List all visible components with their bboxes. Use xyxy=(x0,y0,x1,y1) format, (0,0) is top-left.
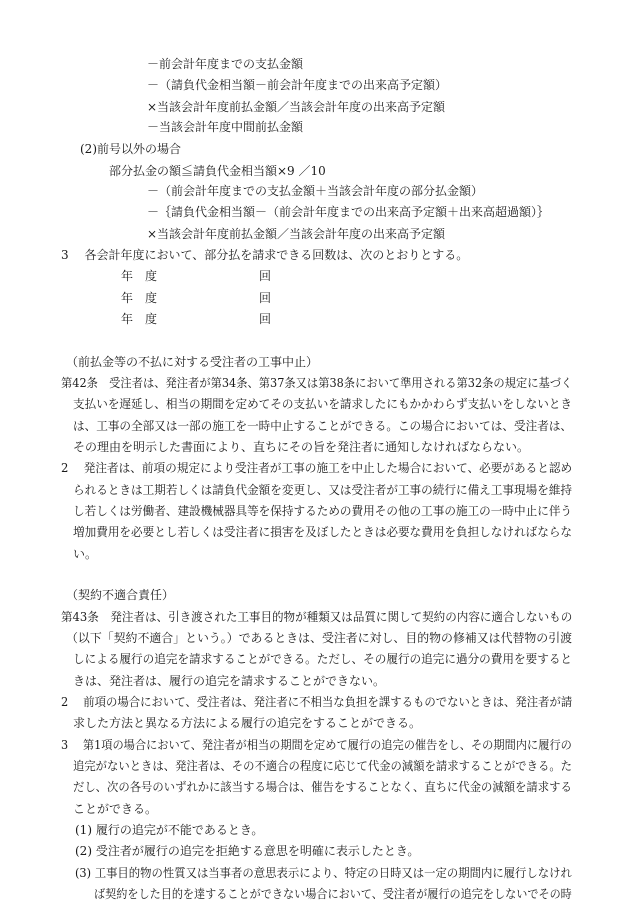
formula1-line2: －（請負代金相当額－前会計年度までの出来高予定額） xyxy=(147,78,448,93)
article43-p1-line: 第43条 発注者は、引き渡された工事目的物が種類又は品質に関して契約の内容に適合しないもの xyxy=(61,609,573,624)
article43-item: (2) 受注者が履行の追完を拒絶する意思を明確に表示したとき。 xyxy=(75,844,420,859)
article42-p2-line: 2 発注者は、前項の規定により受注者が工事の施工を中止した場合において、必要があると認め xyxy=(61,461,573,476)
article42-title: （前払金等の不払に対する受注者の工事中止） xyxy=(66,354,319,369)
article42-p2-line: し若しくは労働者、建設機械器具等を保持するための費用その他の工事の施工の一時中止に伴う xyxy=(73,504,573,518)
article43-p3-line: 3 第1項の場合において、発注者が相当の期間を定めて履行の追完の催告をし、その期間内に履行の xyxy=(61,737,572,752)
article43-p3-line: ことができる。 xyxy=(73,801,158,816)
case2-heading: (2)前号以外の場合 xyxy=(80,142,181,157)
article42-p1-line: 第42条 受注者は、発注者が第34条、第37条又は第38条において準用される第32条の規定に基づく xyxy=(61,376,573,390)
article42-p1-line: は、工事の全部又は一部の施工を一時中止することができる。この場合においては、受注者は、 xyxy=(73,418,573,433)
case2-formula: 部分払金の額≦請負代金相当額×9 ／10 xyxy=(109,163,326,178)
case2-line2: －｛請負代金相当額－（前会計年度までの出来高予定額＋出来高超過額）｝ xyxy=(147,205,550,220)
article43-p2-line: 2 前項の場合において、受注者は、発注者に不相当な負担を課するものでないときは、発注者が請 xyxy=(61,695,573,709)
case2-line1: －（前会計年度までの支払金額＋当該会計年度の部分払金額） xyxy=(147,184,484,198)
article43-p1-line: （以下「契約不適合」という。）であるときは、受注者に対し、目的物の修補又は代替物の引渡 xyxy=(66,631,573,645)
formula1-line1: －前会計年度までの支払金額 xyxy=(147,57,304,71)
article42-p2-line: られるときは工期若しくは請負代金額を変更し、又は受注者が工事の続行に備え工事現場を維持 xyxy=(73,482,573,497)
count-row-year: 年 度 xyxy=(121,312,158,326)
count-row-times: 回 xyxy=(259,290,272,305)
count-row-year: 年 度 xyxy=(121,269,158,284)
article43-p2-line: 求した方法と異なる方法による履行の追完をすることができる。 xyxy=(73,716,422,731)
article43-p3-line: だし、次の各号のいずれかに該当する場合は、催告をすることなく、直ちに代金の減額を請求する xyxy=(73,780,572,795)
formula1-line3: ×当該会計年度前払金額／当該会計年度の出来高予定額 xyxy=(147,99,446,114)
article42-p1-line: 支払いを遅延し、相当の期間を定めてその支払いを請求したにもかかわらず支払いをしないとき xyxy=(73,397,573,412)
article43-p1-line: しによる履行の追完を請求することができる。ただし、その履行の追完に過分の費用を要すると xyxy=(73,652,573,667)
article43-title: （契約不適合責任） xyxy=(66,588,175,603)
article42-p2-line: 増加費用を必要とし若しくは受注者に損害を及ぼしたときは必要な費用を負担しなければならな xyxy=(73,525,573,540)
case2-line3: ×当該会計年度前払金額／当該会計年度の出来高予定額 xyxy=(147,226,446,241)
article43-p3-line: 追完がないときは、発注者は、その不適合の程度に応じて代金の減額を請求することができる。た xyxy=(73,759,573,773)
count-row-times: 回 xyxy=(259,269,272,284)
count-row-year: 年 度 xyxy=(121,290,158,305)
article43-item: (3) 工事目的物の性質又は当事者の意思表示により、特定の日時又は一定の期間内に履行しなけれ xyxy=(75,865,572,880)
article43-item: (1) 履行の追完が不能であるとき。 xyxy=(75,823,264,837)
article43-item3-continuation: ば契約をした目的を達することができない場合において、受注者が履行の追完をしないでその時 xyxy=(94,887,572,901)
article42-p1-line: その理由を明示した書面により、直ちにその旨を発注者に通知しなければならない。 xyxy=(73,440,530,454)
clause3-count-text: 3 各会計年度において、部分払を請求できる回数は、次のとおりとする。 xyxy=(61,248,469,262)
article42-p2-line: い。 xyxy=(73,546,98,561)
article43-p1-line: きは、発注者は、履行の追完を請求することができない。 xyxy=(73,673,386,688)
formula1-line4: －当該会計年度中間前払金額 xyxy=(147,120,304,134)
count-row-times: 回 xyxy=(259,312,272,326)
